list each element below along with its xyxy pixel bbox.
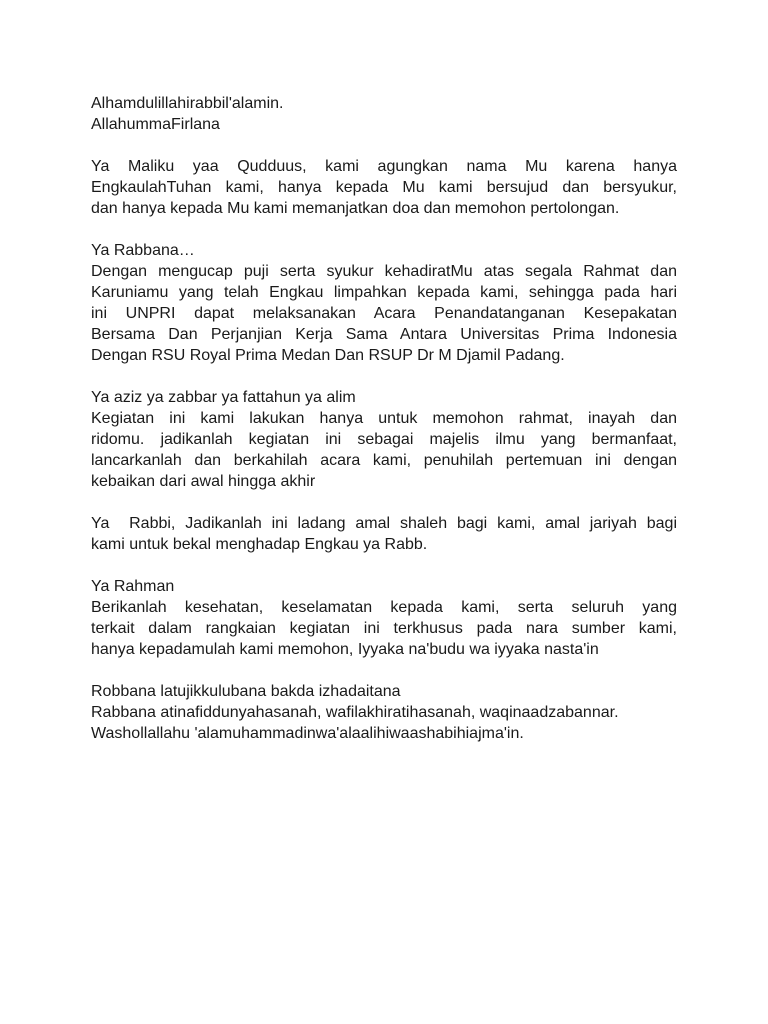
paragraph-heading: Ya Rabbana… (91, 242, 195, 259)
paragraph-4 (91, 513, 677, 555)
text-line: kebaikan dari awal hingga akhir (91, 473, 316, 490)
opening-line: Alhamdulillahirabbil'alamin. (91, 95, 284, 112)
paragraph-1 (91, 156, 677, 219)
opening-paragraph (91, 93, 677, 135)
text-line: Ya Maliku yaa Qudduus, kami agungkan nama Mu karena hanya (91, 158, 677, 175)
text-line: ridomu. jadikanlah kegiatan ini sebagai majelis ilmu yang bermanfaat, (91, 431, 677, 448)
text-line: Dengan RSU Royal Prima Medan Dan RSUP Dr M Djamil Padang. (91, 347, 565, 364)
text-line: lancarkanlah dan berkahilah acara kami, penuhilah pertemuan ini dengan (91, 452, 677, 469)
text-line: Berikanlah kesehatan, keselamatan kepada kami, serta seluruh yang (91, 599, 677, 616)
text-line: EngkaulahTuhan kami, hanya kepada Mu kami bersujud dan bersyukur, (91, 179, 677, 196)
text-line: Karuniamu yang telah Engkau limpahkan kepada kami, sehingga pada hari (91, 284, 677, 301)
text-line: terkait dalam rangkaian kegiatan ini terkhusus pada nara sumber kami, (91, 620, 677, 637)
paragraph-heading: Ya aziz ya zabbar ya fattahun ya alim (91, 389, 356, 406)
closing-line: Rabbana atinafiddunyahasanah, wafilakhiratihasanah, waqinaadzabannar. (91, 704, 619, 721)
text-line: Bersama Dan Perjanjian Kerja Sama Antara Universitas Prima Indonesia (91, 326, 677, 343)
paragraph-heading: Ya Rahman (91, 578, 175, 595)
document-page (91, 93, 677, 744)
text-line: hanya kepadamulah kami memohon, Iyyaka na'budu wa iyyaka nasta'in (91, 641, 599, 658)
text-line: dan hanya kepada Mu kami memanjatkan doa dan memohon pertolongan. (91, 200, 620, 217)
closing-paragraph (91, 681, 677, 744)
closing-line: Robbana latujikkulubana bakda izhadaitana (91, 683, 401, 700)
text-line: Ya Rabbi, Jadikanlah ini ladang amal shaleh bagi kami, amal jariyah bagi (91, 515, 677, 532)
opening-line: AllahummaFirlana (91, 116, 220, 133)
paragraph-5 (91, 576, 677, 660)
text-line: Dengan mengucap puji serta syukur kehadiratMu atas segala Rahmat dan (91, 263, 677, 280)
paragraph-3 (91, 387, 677, 492)
closing-line: Washollallahu 'alamuhammadinwa'alaalihiwaashabihiajma'in. (91, 725, 524, 742)
text-line: Kegiatan ini kami lakukan hanya untuk memohon rahmat, inayah dan (91, 410, 677, 427)
text-line: ini UNPRI dapat melaksanakan Acara Penandatanganan Kesepakatan (91, 305, 677, 322)
paragraph-2 (91, 240, 677, 366)
text-line: kami untuk bekal menghadap Engkau ya Rabb. (91, 536, 428, 553)
